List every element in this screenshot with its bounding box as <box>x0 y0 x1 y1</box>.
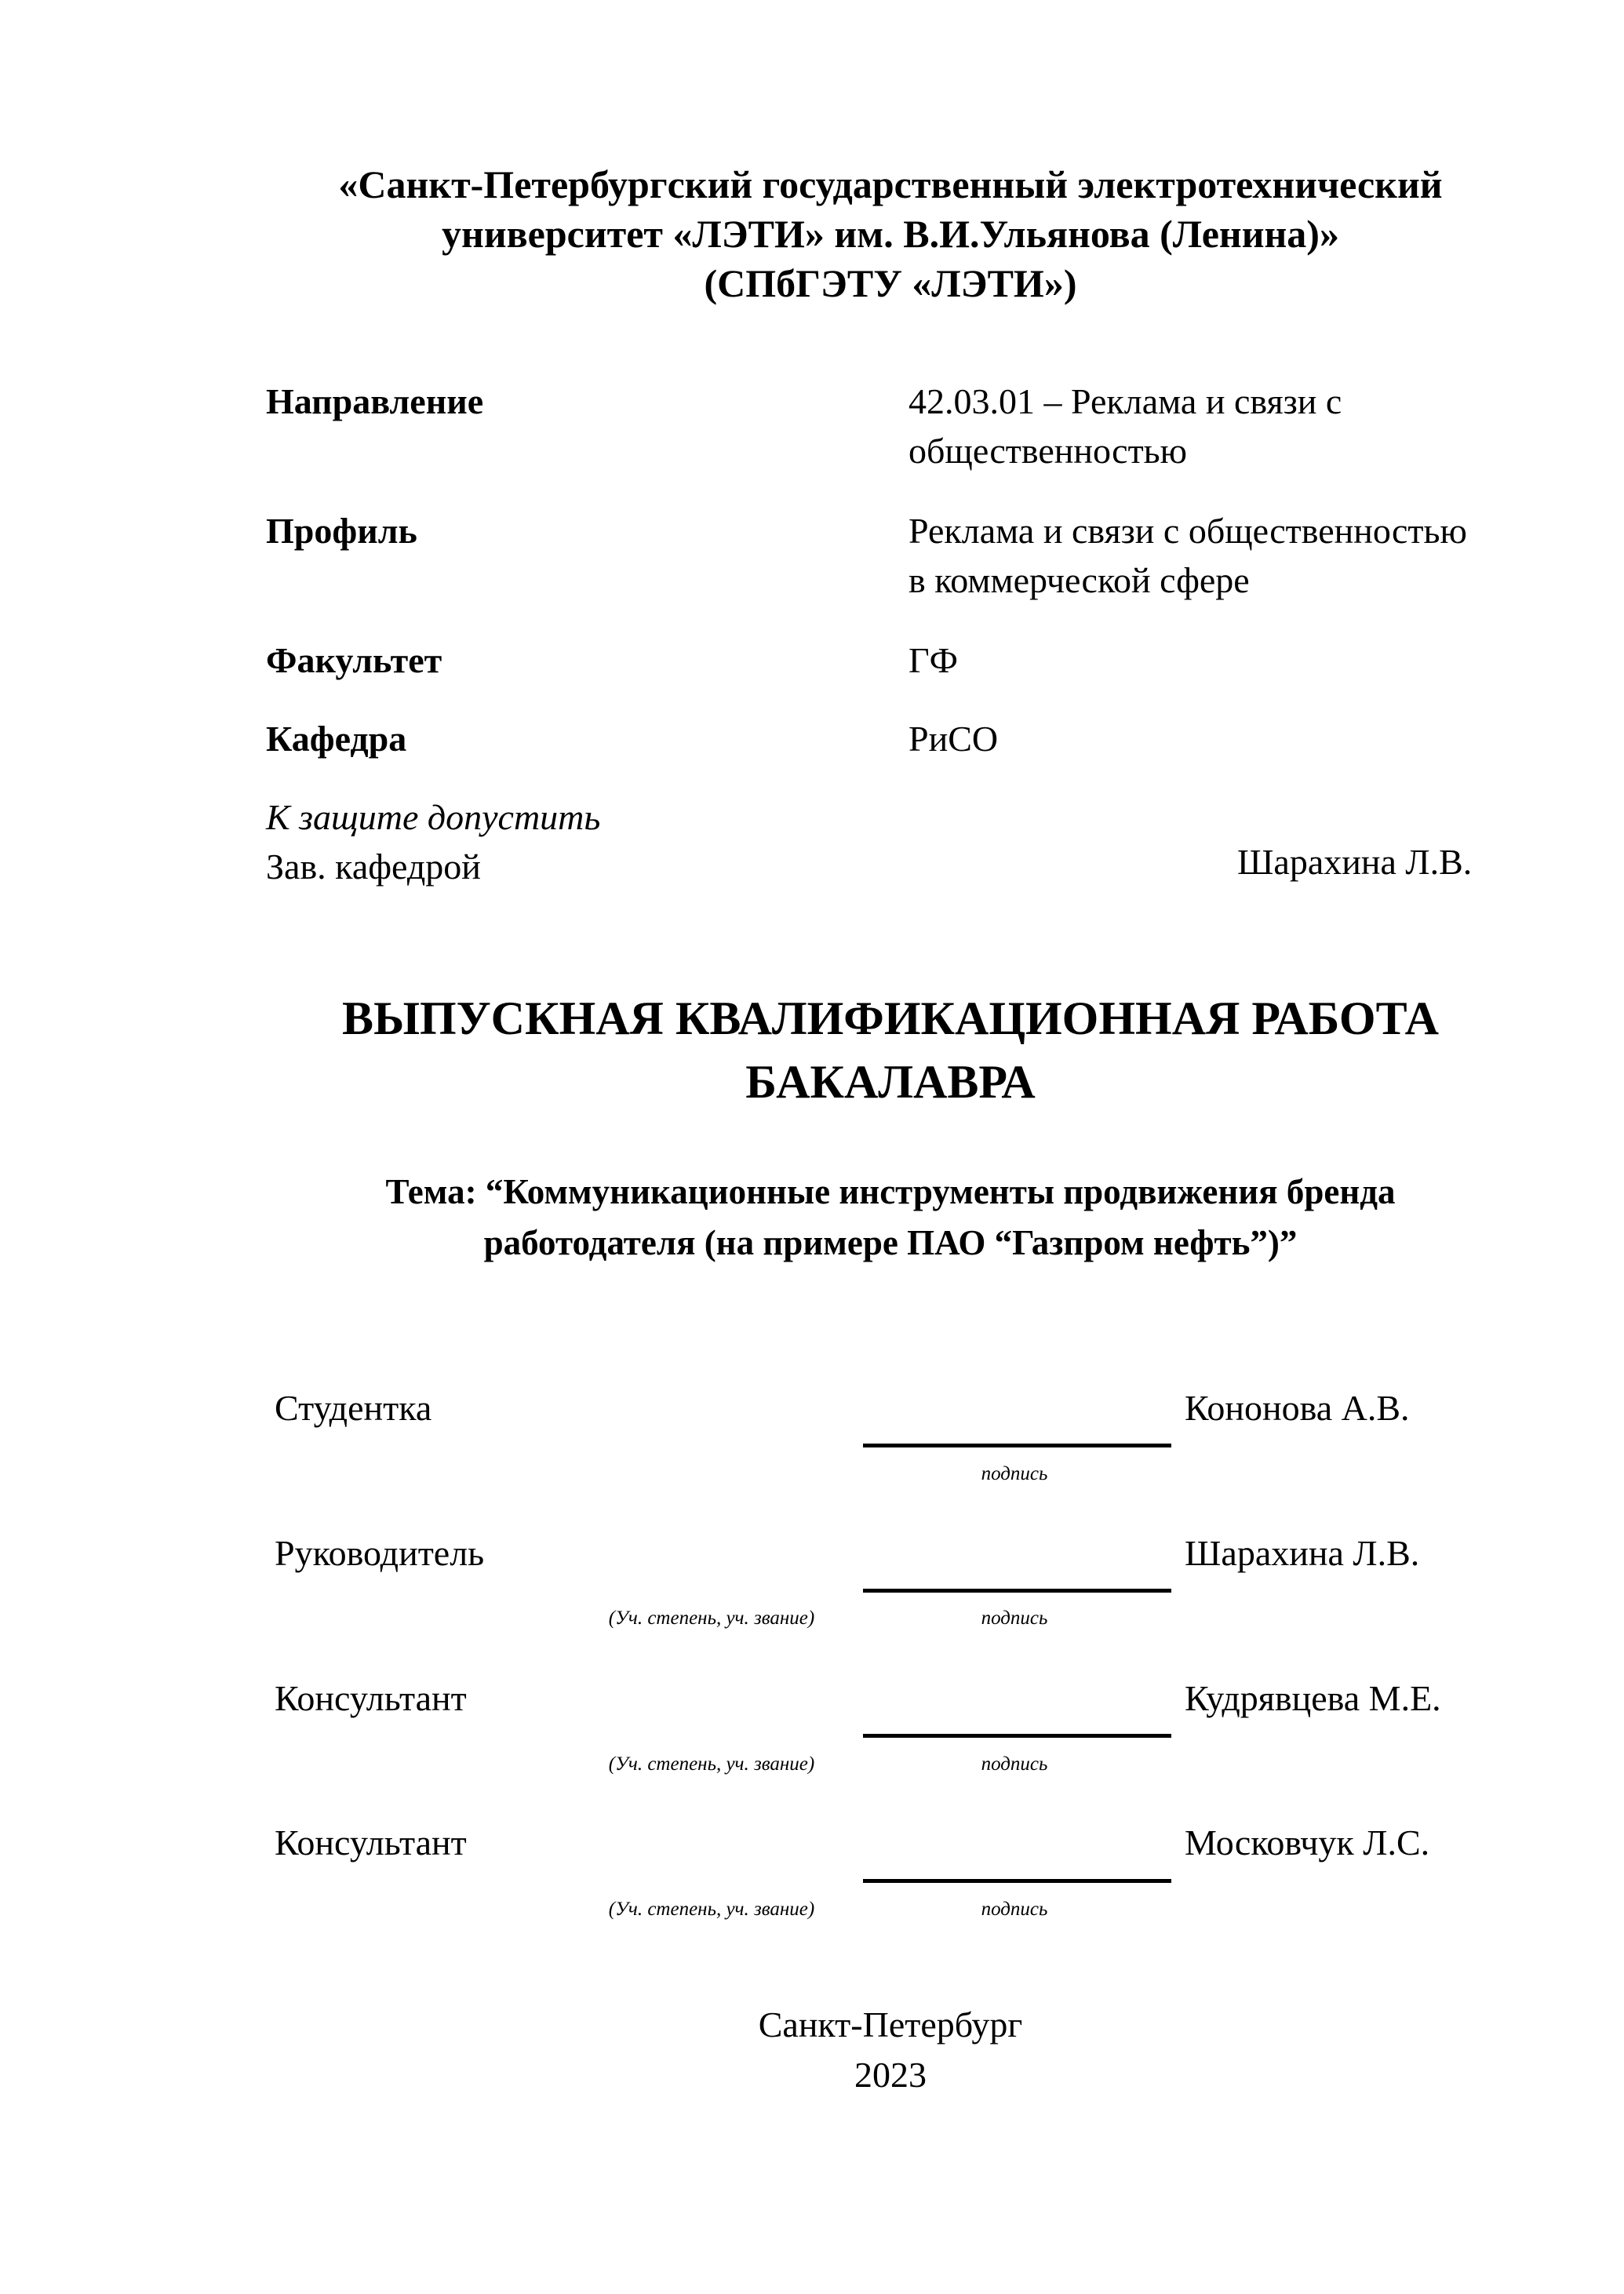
signature-role-consultant-1: Консультант <box>275 1678 467 1718</box>
university-name-line-2: университет «ЛЭТИ» им. В.И.Ульянова (Ленина)» <box>442 212 1339 256</box>
signature-name-consultant-1: Кудрявцева М.Е. <box>1185 1678 1441 1718</box>
label-profile: Профиль <box>266 511 417 551</box>
topic-line-2: работодателя (на примере ПАО “Газпром нефть”)” <box>483 1223 1298 1262</box>
approval-text: К защите допустить <box>266 797 601 837</box>
degree-hint-consultant-2: (Уч. степень, уч. звание) <box>608 1899 815 1920</box>
signature-role-supervisor: Руководитель <box>275 1533 485 1573</box>
label-faculty: Факультет <box>266 640 442 680</box>
signature-role-consultant-2: Консультант <box>275 1822 467 1863</box>
value-profile-line-1: Реклама и связи с общественностью <box>908 511 1467 551</box>
document-title-line-1: ВЫПУСКНАЯ КВАЛИФИКАЦИОННАЯ РАБОТА <box>342 992 1439 1044</box>
signature-hint-supervisor: подпись <box>981 1608 1048 1629</box>
degree-hint-consultant-1: (Уч. степень, уч. звание) <box>608 1753 815 1775</box>
degree-hint-supervisor: (Уч. степень, уч. звание) <box>608 1608 815 1629</box>
signature-line-student[interactable] <box>863 1444 1171 1447</box>
signature-role-student: Студентка <box>275 1388 432 1428</box>
value-direction-line-1: 42.03.01 – Реклама и связи с <box>908 381 1342 421</box>
signature-hint-student: подпись <box>981 1463 1048 1484</box>
value-direction-line-2: общественностью <box>908 431 1188 471</box>
signature-line-consultant-2[interactable] <box>863 1879 1171 1883</box>
topic-line-1: Тема: “Коммуникационные инструменты продвижения бренда <box>385 1172 1396 1211</box>
value-faculty: ГФ <box>908 640 958 680</box>
signature-line-supervisor[interactable] <box>863 1589 1171 1593</box>
value-profile-line-2: в коммерческой сфере <box>908 560 1250 600</box>
signature-line-consultant-1[interactable] <box>863 1734 1171 1738</box>
signature-hint-consultant-1: подпись <box>981 1753 1048 1775</box>
label-direction: Направление <box>266 381 484 421</box>
signature-name-student: Кононова А.В. <box>1185 1388 1410 1428</box>
signature-hint-consultant-2: подпись <box>981 1899 1048 1920</box>
head-of-department-label: Зав. кафедрой <box>266 847 481 887</box>
university-abbreviation: (СПбГЭТУ «ЛЭТИ») <box>704 261 1077 305</box>
footer-year: 2023 <box>854 2055 927 2095</box>
signature-name-consultant-2: Московчук Л.С. <box>1185 1822 1430 1863</box>
head-of-department-name: Шарахина Л.В. <box>1237 842 1473 882</box>
footer-city: Санкт-Петербург <box>758 2005 1023 2045</box>
label-department: Кафедра <box>266 719 407 759</box>
value-department: РиСО <box>908 719 999 759</box>
university-name-line-1: «Санкт-Петербургский государственный электротехнический <box>338 162 1443 206</box>
document-title-line-2: БАКАЛАВРА <box>745 1056 1036 1108</box>
signature-name-supervisor: Шарахина Л.В. <box>1185 1533 1420 1573</box>
